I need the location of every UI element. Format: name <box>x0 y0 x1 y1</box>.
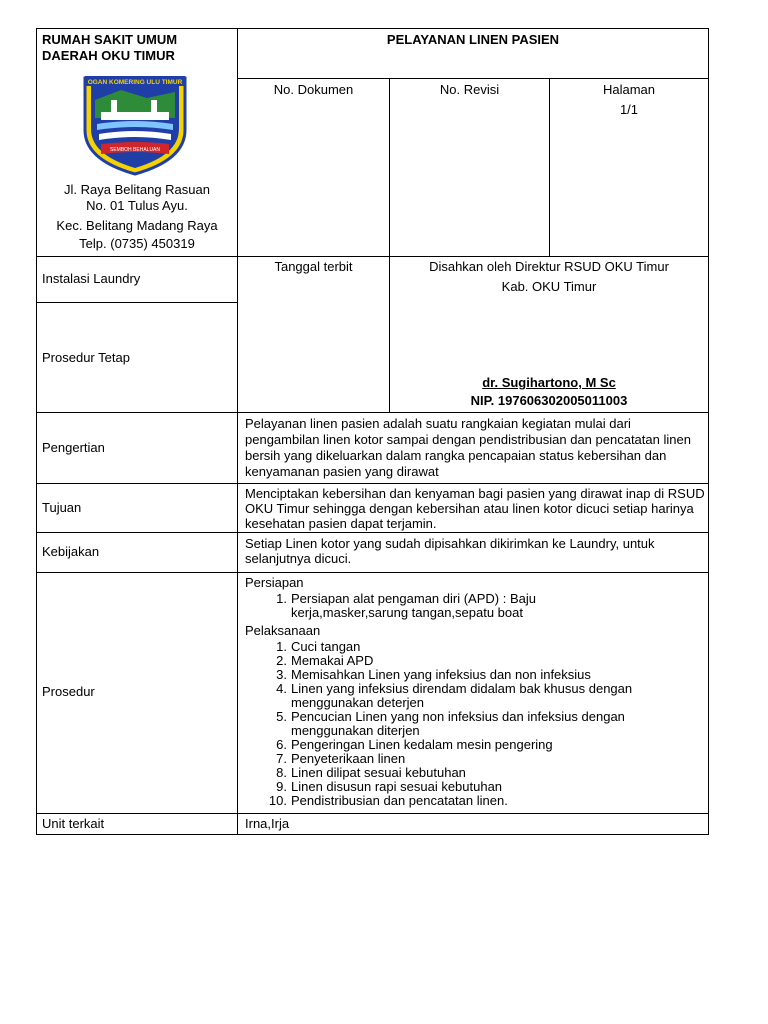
list-item-number: 6. <box>276 737 287 752</box>
list-item <box>245 654 705 668</box>
approval-line-2: Kab. OKU Timur <box>501 279 597 294</box>
list-item <box>245 640 705 654</box>
list-item-number: 7. <box>276 751 287 766</box>
tujuan-label: Tujuan <box>42 500 82 515</box>
document-title: PELAYANAN LINEN PASIEN <box>386 32 560 47</box>
list-item-text: Linen disusun rapi sesuai kebutuhan <box>291 779 503 794</box>
list-item <box>245 710 705 738</box>
tanggal-terbit-label: Tanggal terbit <box>274 259 353 274</box>
persiapan-title: Persiapan <box>245 575 304 590</box>
unit-terkait-value: Irna,Irja <box>245 816 290 831</box>
unit-terkait-label: Unit terkait <box>42 816 105 831</box>
list-item-number: 10. <box>268 793 287 808</box>
list-item-text: Penyeterikaan linen <box>291 751 406 766</box>
prosedur-label: Prosedur <box>42 684 95 699</box>
regency-crest-icon <box>81 72 189 176</box>
pengertian-text: Pelayanan linen pasien adalah suatu rangkaian kegiatan mulai dari pengambilan linen kotor sampai dengan pendistribusian dan pencatatan linen bersih yang dikeluarkan dalam rangka pencapaian status kebersihan dan kenyamanan pasien yang dirawat <box>245 416 691 479</box>
list-item-text: Linen dilipat sesuai kebutuhan <box>291 765 466 780</box>
title-row-divider <box>237 78 709 79</box>
table-border-right <box>708 28 709 835</box>
list-item-number: 1. <box>276 639 287 654</box>
list-item-number: 1. <box>276 591 287 606</box>
revisi-column-divider <box>389 78 390 413</box>
list-item-text: Memakai APD <box>291 653 374 668</box>
list-item-number: 2. <box>276 653 287 668</box>
approval-line-1: Disahkan oleh Direktur RSUD OKU Timur <box>429 259 669 274</box>
address-line-3: Kec. Belitang Madang Raya <box>56 218 218 233</box>
list-item <box>245 682 705 710</box>
list-item <box>245 668 705 682</box>
protap-label: Prosedur Tetap <box>42 350 130 365</box>
kebijakan-label: Kebijakan <box>42 544 100 559</box>
tujuan-text: Menciptakan kebersihan dan kenyaman bagi pasien yang dirawat inap di RSUD OKU Timur sehingga dengan kebersihan atau linen kotor dicuci setiap harinya kesehatan pasien dapat terjamin. <box>245 486 705 531</box>
list-item <box>245 738 705 752</box>
instalasi-label: Instalasi Laundry <box>42 271 141 286</box>
regency-logo <box>81 72 189 176</box>
signer-nip: NIP. 197606302005011003 <box>470 393 628 408</box>
header-bottom-border <box>36 256 709 257</box>
pelaksanaan-title: Pelaksanaan <box>245 623 321 638</box>
row-divider-kebijakan <box>36 532 709 533</box>
table-border-left <box>36 28 37 835</box>
hospital-name-line1: RUMAH SAKIT UMUM <box>42 32 178 47</box>
list-item-text: Pendistribusian dan pencatatan linen. <box>291 793 508 808</box>
list-item <box>245 766 705 780</box>
address-line-1: Jl. Raya Belitang Rasuan <box>64 182 210 197</box>
address-line-2: No. 01 Tulus Ayu. <box>86 198 188 213</box>
row-divider-unit <box>36 813 709 814</box>
list-item-text: Linen yang infeksius direndam didalam bak khusus dengan menggunakan deterjen <box>291 681 633 710</box>
list-item-number: 3. <box>276 667 287 682</box>
row-divider-pengertian <box>36 412 709 413</box>
left-divider-instalasi <box>36 302 238 303</box>
list-item-text: Pengeringan Linen kedalam mesin pengering <box>291 737 553 752</box>
halaman-value: 1/1 <box>619 102 639 117</box>
table-border-bottom <box>36 834 709 835</box>
list-item-text: Cuci tangan <box>291 639 361 654</box>
list-item <box>245 780 705 794</box>
label-column-divider <box>237 28 238 835</box>
pelaksanaan-list <box>245 640 705 808</box>
signer-name: dr. Sugihartono, M Sc <box>482 375 616 390</box>
no-dokumen-label: No. Dokumen <box>273 82 354 97</box>
logo-top-text: OGAN KOMERING ULU TIMUR <box>87 79 183 86</box>
list-item <box>245 794 705 808</box>
pengertian-label: Pengertian <box>42 440 105 455</box>
list-item-text: Memisahkan Linen yang infeksius dan non infeksius <box>291 667 591 682</box>
list-item <box>245 752 705 766</box>
hospital-name-line2: DAERAH OKU TIMUR <box>42 48 175 63</box>
list-item <box>245 592 665 620</box>
row-divider-tujuan <box>36 483 709 484</box>
halaman-label: Halaman <box>602 82 656 97</box>
list-item-text: Persiapan alat pengaman diri (APD) : Baju kerja,masker,sarung tangan,sepatu boat <box>291 591 536 620</box>
no-revisi-label: No. Revisi <box>439 82 500 97</box>
list-item-number: 5. <box>276 709 287 724</box>
list-item-number: 8. <box>276 765 287 780</box>
address-line-4: Telp. (0735) 450319 <box>79 236 195 251</box>
list-item-text: Pencucian Linen yang non infeksius dan infeksius dengan menggunakan diterjen <box>291 709 625 738</box>
table-border-top <box>36 28 709 29</box>
list-item-number: 4. <box>276 681 287 696</box>
row-divider-prosedur <box>36 572 709 573</box>
list-item-number: 9. <box>276 779 287 794</box>
kebijakan-text: Setiap Linen kotor yang sudah dipisahkan dikirimkan ke Laundry, untuk selanjutnya dicuci. <box>245 536 655 566</box>
persiapan-list <box>245 592 665 620</box>
logo-ribbon-text: SEMBOH BEHALUAN <box>109 147 161 153</box>
